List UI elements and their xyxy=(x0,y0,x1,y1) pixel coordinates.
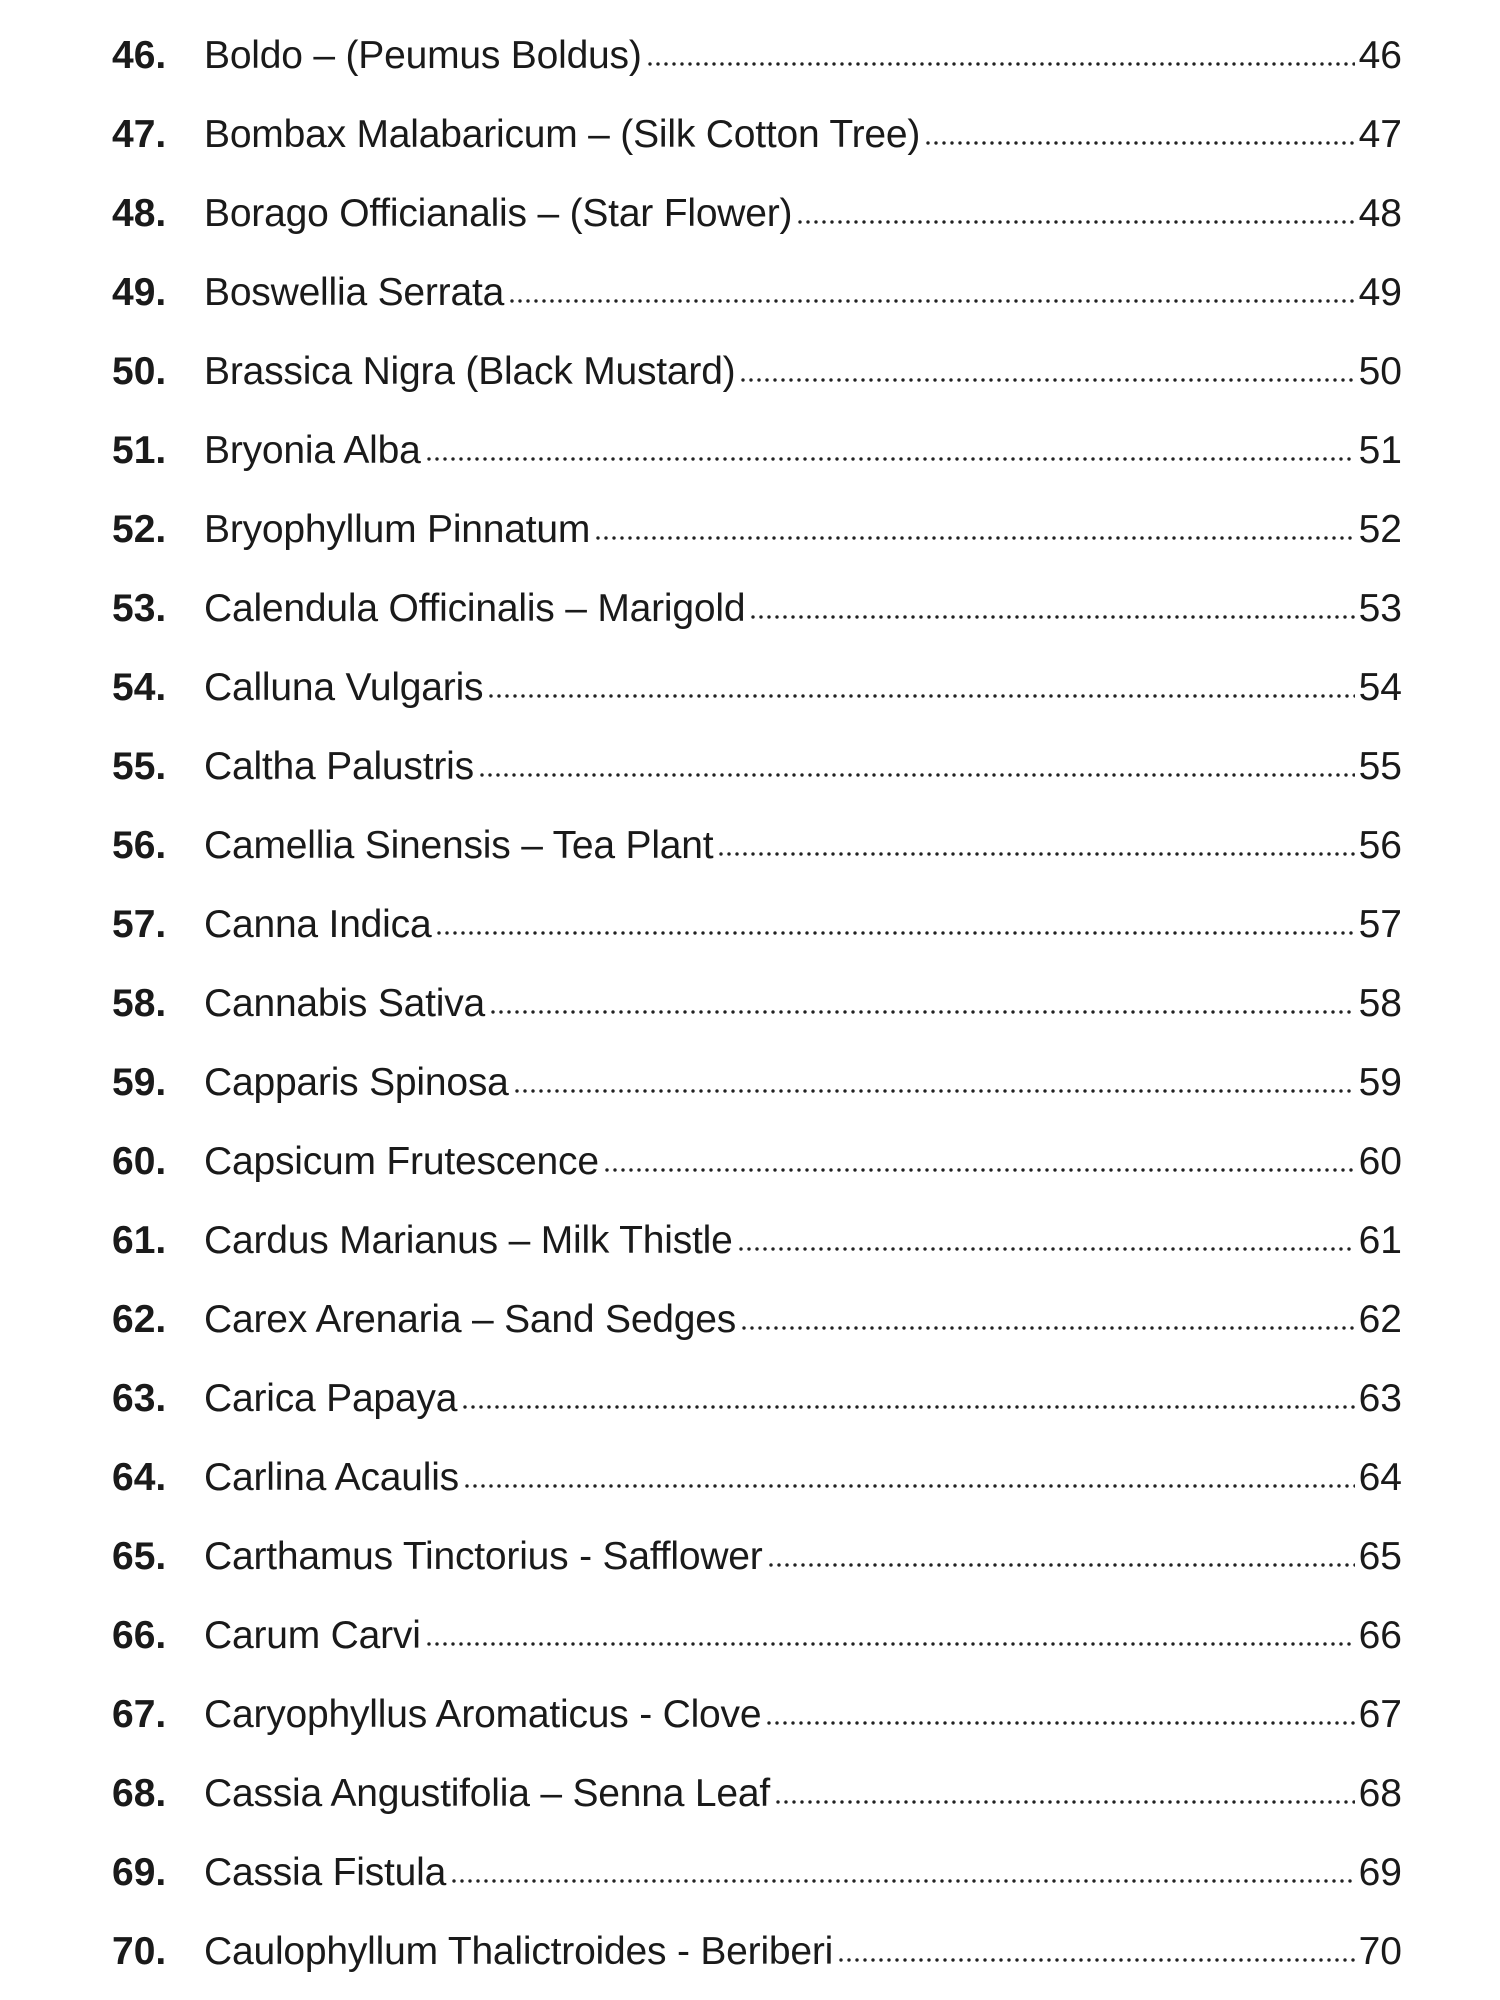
entry-number: 47. xyxy=(112,113,167,156)
entry-number: 68. xyxy=(112,1772,167,1815)
entry-title: Caryophyllus Aromaticus - Clove xyxy=(204,1693,762,1736)
entry-number: 49. xyxy=(112,271,167,314)
entry-title: Carlina Acaulis xyxy=(204,1456,459,1499)
page-number: 69 xyxy=(1358,1851,1402,1894)
entry-number: 60. xyxy=(112,1140,167,1183)
entry-title: Cardus Marianus – Milk Thistle xyxy=(204,1219,733,1262)
toc-entry xyxy=(112,105,1402,165)
entry-title: Borago Officianalis – (Star Flower) xyxy=(204,192,793,235)
toc-entry xyxy=(112,579,1402,639)
dot-leader xyxy=(767,1559,1355,1571)
toc-entry xyxy=(112,184,1402,244)
toc-entry xyxy=(112,1211,1402,1271)
entry-number: 55. xyxy=(112,745,167,788)
entry-title: Capparis Spinosa xyxy=(204,1061,509,1104)
entry-number: 62. xyxy=(112,1298,167,1341)
toc-entry xyxy=(112,26,1402,86)
page-number: 55 xyxy=(1358,745,1402,788)
entry-title: Brassica Nigra (Black Mustard) xyxy=(204,350,736,393)
entry-title: Canna Indica xyxy=(204,903,432,946)
page-number: 48 xyxy=(1358,192,1402,235)
toc-entry xyxy=(112,1527,1402,1587)
entry-number: 64. xyxy=(112,1456,167,1499)
toc-entry xyxy=(112,1843,1402,1903)
entry-title: Bryonia Alba xyxy=(204,429,421,472)
entry-number: 61. xyxy=(112,1219,167,1262)
dot-leader xyxy=(463,1480,1355,1492)
page-number: 57 xyxy=(1358,903,1402,946)
dot-leader xyxy=(425,1638,1355,1650)
entry-number: 67. xyxy=(112,1693,167,1736)
entry-number: 66. xyxy=(112,1614,167,1657)
dot-leader xyxy=(508,295,1355,307)
page-number: 56 xyxy=(1358,824,1402,867)
toc-entry xyxy=(112,500,1402,560)
toc-entry xyxy=(112,1922,1402,1982)
dot-leader xyxy=(739,374,1354,386)
entry-number: 63. xyxy=(112,1377,167,1420)
dot-leader xyxy=(765,1717,1354,1729)
toc-entry xyxy=(112,1369,1402,1429)
dot-leader xyxy=(796,216,1354,228)
dot-leader xyxy=(749,611,1354,623)
page-number: 70 xyxy=(1358,1930,1402,1973)
dot-leader xyxy=(450,1875,1354,1887)
toc-entry xyxy=(112,1053,1402,1113)
page-number: 59 xyxy=(1358,1061,1402,1104)
toc-entry xyxy=(112,1132,1402,1192)
toc-entry xyxy=(112,263,1402,323)
dot-leader xyxy=(837,1954,1354,1966)
dot-leader xyxy=(487,690,1354,702)
entry-title: Carthamus Tinctorius - Safflower xyxy=(204,1535,763,1578)
page-number: 58 xyxy=(1358,982,1402,1025)
entry-title: Camellia Sinensis – Tea Plant xyxy=(204,824,714,867)
entry-title: Caltha Palustris xyxy=(204,745,474,788)
page-number: 46 xyxy=(1358,34,1402,77)
dot-leader xyxy=(513,1085,1355,1097)
dot-leader xyxy=(435,927,1354,939)
entry-number: 54. xyxy=(112,666,167,709)
entry-title: Cassia Angustifolia – Senna Leaf xyxy=(204,1772,770,1815)
page-number: 49 xyxy=(1358,271,1402,314)
entry-number: 57. xyxy=(112,903,167,946)
page-number: 51 xyxy=(1358,429,1402,472)
toc-entry xyxy=(112,1290,1402,1350)
entry-title: Carica Papaya xyxy=(204,1377,458,1420)
entry-title: Calendula Officinalis – Marigold xyxy=(204,587,746,630)
toc-entry xyxy=(112,1606,1402,1666)
entry-title: Bryophyllum Pinnatum xyxy=(204,508,591,551)
entry-title: Carum Carvi xyxy=(204,1614,421,1657)
dot-leader xyxy=(737,1243,1355,1255)
page-number: 65 xyxy=(1358,1535,1402,1578)
dot-leader xyxy=(489,1006,1355,1018)
entry-number: 52. xyxy=(112,508,167,551)
page-number: 54 xyxy=(1358,666,1402,709)
entry-number: 59. xyxy=(112,1061,167,1104)
entry-title: Cassia Fistula xyxy=(204,1851,447,1894)
dot-leader xyxy=(603,1164,1355,1176)
entry-number: 53. xyxy=(112,587,167,630)
entry-number: 56. xyxy=(112,824,167,867)
page-number: 62 xyxy=(1358,1298,1402,1341)
entry-title: Boswellia Serrata xyxy=(204,271,505,314)
dot-leader xyxy=(461,1401,1354,1413)
toc-entry xyxy=(112,658,1402,718)
dot-leader xyxy=(646,58,1355,70)
toc-entry xyxy=(112,895,1402,955)
dot-leader xyxy=(594,532,1354,544)
page-number: 52 xyxy=(1358,508,1402,551)
dot-leader xyxy=(478,769,1355,781)
entry-title: Boldo – (Peumus Boldus) xyxy=(204,34,642,77)
entry-number: 65. xyxy=(112,1535,167,1578)
toc-entry xyxy=(112,1685,1402,1745)
page-number: 68 xyxy=(1358,1772,1402,1815)
page-number: 61 xyxy=(1358,1219,1402,1262)
toc-entry xyxy=(112,974,1402,1034)
page-number: 60 xyxy=(1358,1140,1402,1183)
toc-entry xyxy=(112,421,1402,481)
entry-number: 51. xyxy=(112,429,167,472)
dot-leader xyxy=(425,453,1355,465)
dot-leader xyxy=(717,848,1354,860)
toc-entry xyxy=(112,342,1402,402)
dot-leader xyxy=(924,137,1354,149)
entry-title: Carex Arenaria – Sand Sedges xyxy=(204,1298,737,1341)
page-number: 50 xyxy=(1358,350,1402,393)
entry-number: 58. xyxy=(112,982,167,1025)
page-number: 63 xyxy=(1358,1377,1402,1420)
dot-leader xyxy=(774,1796,1355,1808)
entry-title: Bombax Malabaricum – (Silk Cotton Tree) xyxy=(204,113,921,156)
page-number: 67 xyxy=(1358,1693,1402,1736)
page-number: 53 xyxy=(1358,587,1402,630)
page-number: 66 xyxy=(1358,1614,1402,1657)
toc-entry xyxy=(112,1764,1402,1824)
page-number: 64 xyxy=(1358,1456,1402,1499)
entry-title: Cannabis Sativa xyxy=(204,982,486,1025)
toc-entry xyxy=(112,737,1402,797)
dot-leader xyxy=(740,1322,1355,1334)
entry-title: Capsicum Frutescence xyxy=(204,1140,599,1183)
toc-entry xyxy=(112,1448,1402,1508)
entry-number: 50. xyxy=(112,350,167,393)
entry-number: 46. xyxy=(112,34,167,77)
entry-title: Calluna Vulgaris xyxy=(204,666,484,709)
entry-number: 48. xyxy=(112,192,167,235)
toc-entry xyxy=(112,816,1402,876)
page-number: 47 xyxy=(1358,113,1402,156)
entry-number: 69. xyxy=(112,1851,167,1894)
entry-number: 70. xyxy=(112,1930,167,1973)
entry-title: Caulophyllum Thalictroides - Beriberi xyxy=(204,1930,834,1973)
